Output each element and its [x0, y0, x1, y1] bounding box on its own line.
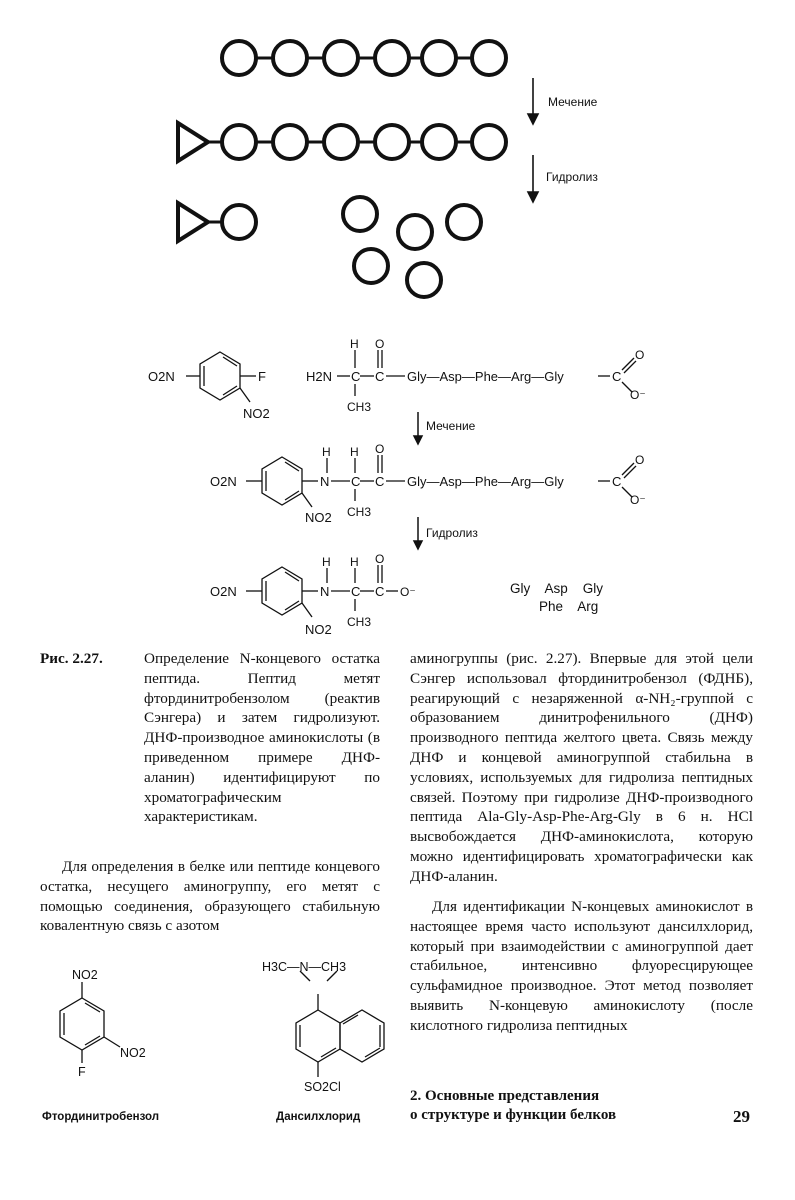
label-triangle [178, 203, 208, 241]
right-paragraph-1: аминогруппы (рис. 2.27). Впервые для этой цели Сэнгер использовал фтординитробензол (ФДНБ), реагирующий с незаряженной α-NH₂-группой с образованием динитрофенильного (ДНФ) производного пептида желтого цвета. Связь между ДНФ и концевой аминогруппой стабильна в условиях, используемых для гидролиза пептидных связей. Поэтому при гидролизе ДНФ-производного пептида Ala-Gly-Asp-Phe-Arg-Gly в 6 н. HCl высвобождается ДНФ-аминокислота, которую можно идентифицировать хроматографически как ДНФ-аланин. [410, 650, 753, 885]
peptide-chain-2: Gly—Asp—Phe—Arg—Gly [407, 474, 564, 489]
fdnb-top-no2: NO2 [72, 968, 98, 982]
residue-circle [324, 41, 358, 75]
section-title-line2: о структуре и функции белков [410, 1107, 617, 1123]
structures [0, 955, 400, 1130]
terminal-o-minus: O⁻ [630, 388, 646, 402]
nh-h-3: H [322, 555, 331, 569]
fdnb-structure-ring [60, 998, 104, 1050]
arrow-label-labeling-2: Мечение [426, 419, 476, 433]
peptide-row-2 [178, 123, 506, 161]
alpha-h: H [350, 337, 359, 351]
terminal-o-2: O [635, 453, 645, 467]
nh-n-3: N [320, 584, 330, 599]
residue-circle [273, 125, 307, 159]
terminal-c-2: C [612, 474, 622, 489]
dnp-o2n: O2N [210, 474, 237, 489]
arrow-label-hydrolysis-2: Гидролиз [426, 526, 478, 540]
dnp-ala-no2: NO2 [305, 622, 332, 637]
fdnb-name: Фтординитробензол [42, 1111, 160, 1123]
fdnb-ring [200, 352, 240, 400]
dnp-no2: NO2 [305, 510, 332, 525]
arrow-label-hydrolysis-1: Гидролиз [546, 170, 598, 184]
dnp-ala-o2n: O2N [210, 584, 237, 599]
residue-circle [422, 125, 456, 159]
peptide-chain: Gly—Asp—Phe—Arg—Gly [407, 369, 564, 384]
carbonyl-o-2: O [375, 442, 385, 456]
residue-circle [354, 249, 388, 283]
carbonyl-c-3: C [375, 584, 385, 599]
terminal-c: C [612, 369, 622, 384]
reagent-f: F [258, 369, 266, 384]
carbonyl-c-2: C [375, 474, 385, 489]
arrow-label-labeling-1: Мечение [548, 95, 598, 109]
residue-circle [407, 263, 441, 297]
carbonyl-o: O [375, 337, 385, 351]
label-triangle [178, 123, 208, 161]
residue-circle [447, 205, 481, 239]
dansyl-chloride-name: Дансилхлорид [276, 1111, 361, 1123]
nh-h: H [322, 445, 331, 459]
reagent-o2n: O2N [148, 369, 175, 384]
dnp-ring [262, 567, 302, 615]
residue-circle [324, 125, 358, 159]
right-paragraph-2: Для идентификации N-концевых аминокислот в настоящее время часто используют дансилхлорид, который при взаимодействии с аминогруппой дает стабильное, интенсивно флуоресцирующее сульфамидное производное. Этот метод позволяет выявить N-концевую аминокислоту (после кислотного гидролиза пептидных [410, 898, 753, 1034]
figure-caption-text: Определение N-концевого остатка пептида. Пептид метят фтординитробензолом (реактив Сэнгера) и затем гидролизуют. ДНФ-производное аминокислоты (в приведенном примере ДНФ-аланин) идентифицируют по хроматографическим характеристикам. [144, 650, 380, 826]
methyl: CH3 [347, 400, 372, 414]
residue-circle [222, 125, 256, 159]
section-title-line1: 2. Основные представления [410, 1088, 600, 1104]
alpha-c: C [351, 369, 361, 384]
methyl-3: CH3 [347, 615, 372, 629]
free-amino-acids-row1: Gly Asp Gly [510, 581, 604, 596]
amino-group: H2N [306, 369, 333, 384]
naphthalene-ring-b [340, 1010, 384, 1062]
carbonyl-c: C [375, 369, 385, 384]
residue-circle [375, 41, 409, 75]
free-amino-acids-row2: Phe Arg [539, 599, 599, 614]
alpha-h-2: H [350, 445, 359, 459]
peptide-row-1 [222, 41, 506, 75]
alpha-c-2: C [351, 474, 361, 489]
alpha-h-3: H [350, 555, 359, 569]
naphthalene-ring-a [296, 1010, 340, 1062]
dansyl-dimethylamino: H3C—N—CH3 [262, 960, 347, 974]
residue-circle [222, 41, 256, 75]
reagent-no2: NO2 [243, 406, 270, 421]
nh-n: N [320, 474, 330, 489]
fdnb-bottom-f: F [78, 1065, 86, 1079]
fdnb-right-no2: NO2 [120, 1046, 146, 1060]
hydrolysis-products [178, 197, 481, 297]
terminal-o: O [635, 348, 645, 362]
figure-caption-label: Рис. 2.27. [40, 650, 103, 667]
methyl-2: CH3 [347, 505, 372, 519]
dansyl-so2cl: SO2Cl [304, 1080, 341, 1094]
residue-circle [343, 197, 377, 231]
terminal-o-minus-2: O⁻ [630, 493, 646, 507]
carboxylate-3: O⁻ [400, 585, 416, 599]
residue-circle [472, 41, 506, 75]
page-number: 29 [733, 1107, 750, 1126]
residue-circle [422, 41, 456, 75]
residue-circle [375, 125, 409, 159]
carbonyl-o-3: O [375, 552, 385, 566]
alpha-c-3: C [351, 584, 361, 599]
dnp-ring [262, 457, 302, 505]
residue-circle [273, 41, 307, 75]
residue-circle [472, 125, 506, 159]
residue-circle [398, 215, 432, 249]
residue-circle [222, 205, 256, 239]
left-paragraph: Для определения в белке или пептиде концевого остатка, несущего аминогруппу, его метят с помощью соединения, образующего стабильную ковалентную связь с азотом [40, 858, 380, 935]
